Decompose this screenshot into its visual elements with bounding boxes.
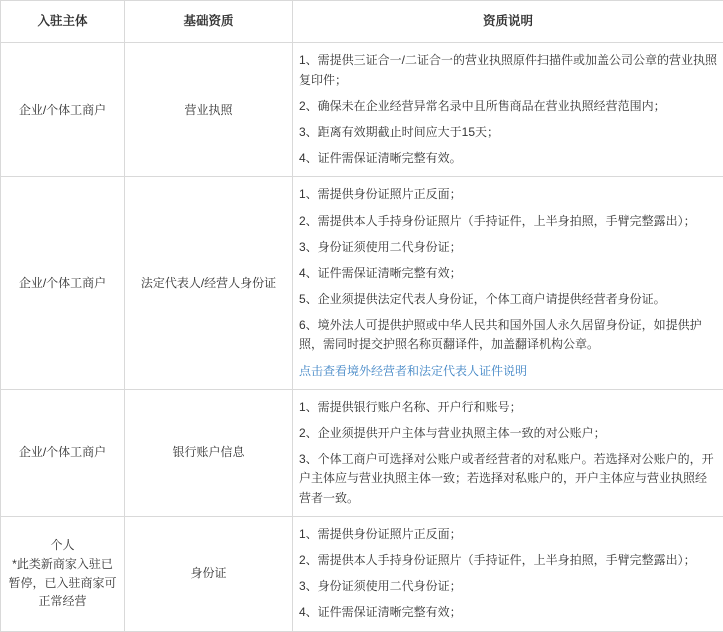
list-item: 1、需提供银行账户名称、开户行和账号； <box>299 398 717 417</box>
list-item: 1、需提供身份证照片正反面； <box>299 185 717 204</box>
list-item: 2、确保未在企业经营异常名录中且所售商品在营业执照经营范围内； <box>299 97 717 116</box>
cell-subject <box>1 177 125 390</box>
description-list <box>299 185 717 354</box>
list-item: 4、证件需保证清晰完整有效。 <box>299 149 717 168</box>
subject-label: 企业/个体工商户 <box>7 443 118 462</box>
list-item: 4、证件需保证清晰完整有效； <box>299 264 717 283</box>
cell-subject <box>1 43 125 177</box>
list-item: 6、境外法人可提供护照或中华人民共和国外国人永久居留身份证，如提供护照，需同时提交护照名称页翻译件，加盖翻译机构公章。 <box>299 316 717 354</box>
cell-subject <box>1 389 125 516</box>
list-item: 3、距离有效期截止时间应大于15天； <box>299 123 717 142</box>
column-header-qualification: 基础资质 <box>125 1 293 43</box>
table-row <box>1 389 723 516</box>
cell-qualification: 身份证 <box>125 516 293 631</box>
description-list <box>299 398 717 508</box>
subject-label: 企业/个体工商户 <box>7 274 118 293</box>
list-item: 3、身份证须使用二代身份证； <box>299 577 717 596</box>
list-item: 3、个体工商户可选择对公账户或者经营者的对私账户。若选择对公账户的，开户主体应与营业执照主体一致；若选择对私账户的，开户主体应与营业执照经营者一致。 <box>299 450 717 508</box>
column-header-description: 资质说明 <box>293 1 723 43</box>
list-item: 5、企业须提供法定代表人身份证，个体工商户请提供经营者身份证。 <box>299 290 717 309</box>
description-list <box>299 51 717 168</box>
cell-subject <box>1 516 125 631</box>
cell-qualification: 法定代表人/经营人身份证 <box>125 177 293 390</box>
overseas-certificate-link[interactable]: 点击查看境外经营者和法定代表人证件说明 <box>299 362 717 381</box>
list-item: 2、企业须提供开户主体与营业执照主体一致的对公账户； <box>299 424 717 443</box>
subject-label: 企业/个体工商户 <box>7 101 118 120</box>
column-header-subject: 入驻主体 <box>1 1 125 43</box>
subject-label: 个人 <box>7 536 118 555</box>
list-item: 3、身份证须使用二代身份证； <box>299 238 717 257</box>
cell-description <box>293 516 723 631</box>
list-item: 4、证件需保证清晰完整有效； <box>299 603 717 622</box>
cell-qualification: 营业执照 <box>125 43 293 177</box>
description-list <box>299 525 717 623</box>
cell-description <box>293 43 723 177</box>
cell-description <box>293 177 723 390</box>
list-item: 2、需提供本人手持身份证照片（手持证件，上半身拍照，手臂完整露出）； <box>299 212 717 231</box>
subject-note: *此类新商家入驻已暂停，已入驻商家可正常经营 <box>7 555 118 611</box>
list-item: 1、需提供三证合一/二证合一的营业执照原件扫描件或加盖公司公章的营业执照复印件； <box>299 51 717 89</box>
cell-description <box>293 389 723 516</box>
list-item: 1、需提供身份证照片正反面； <box>299 525 717 544</box>
table-header-row <box>1 1 723 43</box>
cell-qualification: 银行账户信息 <box>125 389 293 516</box>
table-row <box>1 177 723 390</box>
list-item: 2、需提供本人手持身份证照片（手持证件，上半身拍照，手臂完整露出）； <box>299 551 717 570</box>
table-row <box>1 43 723 177</box>
table-row <box>1 516 723 631</box>
